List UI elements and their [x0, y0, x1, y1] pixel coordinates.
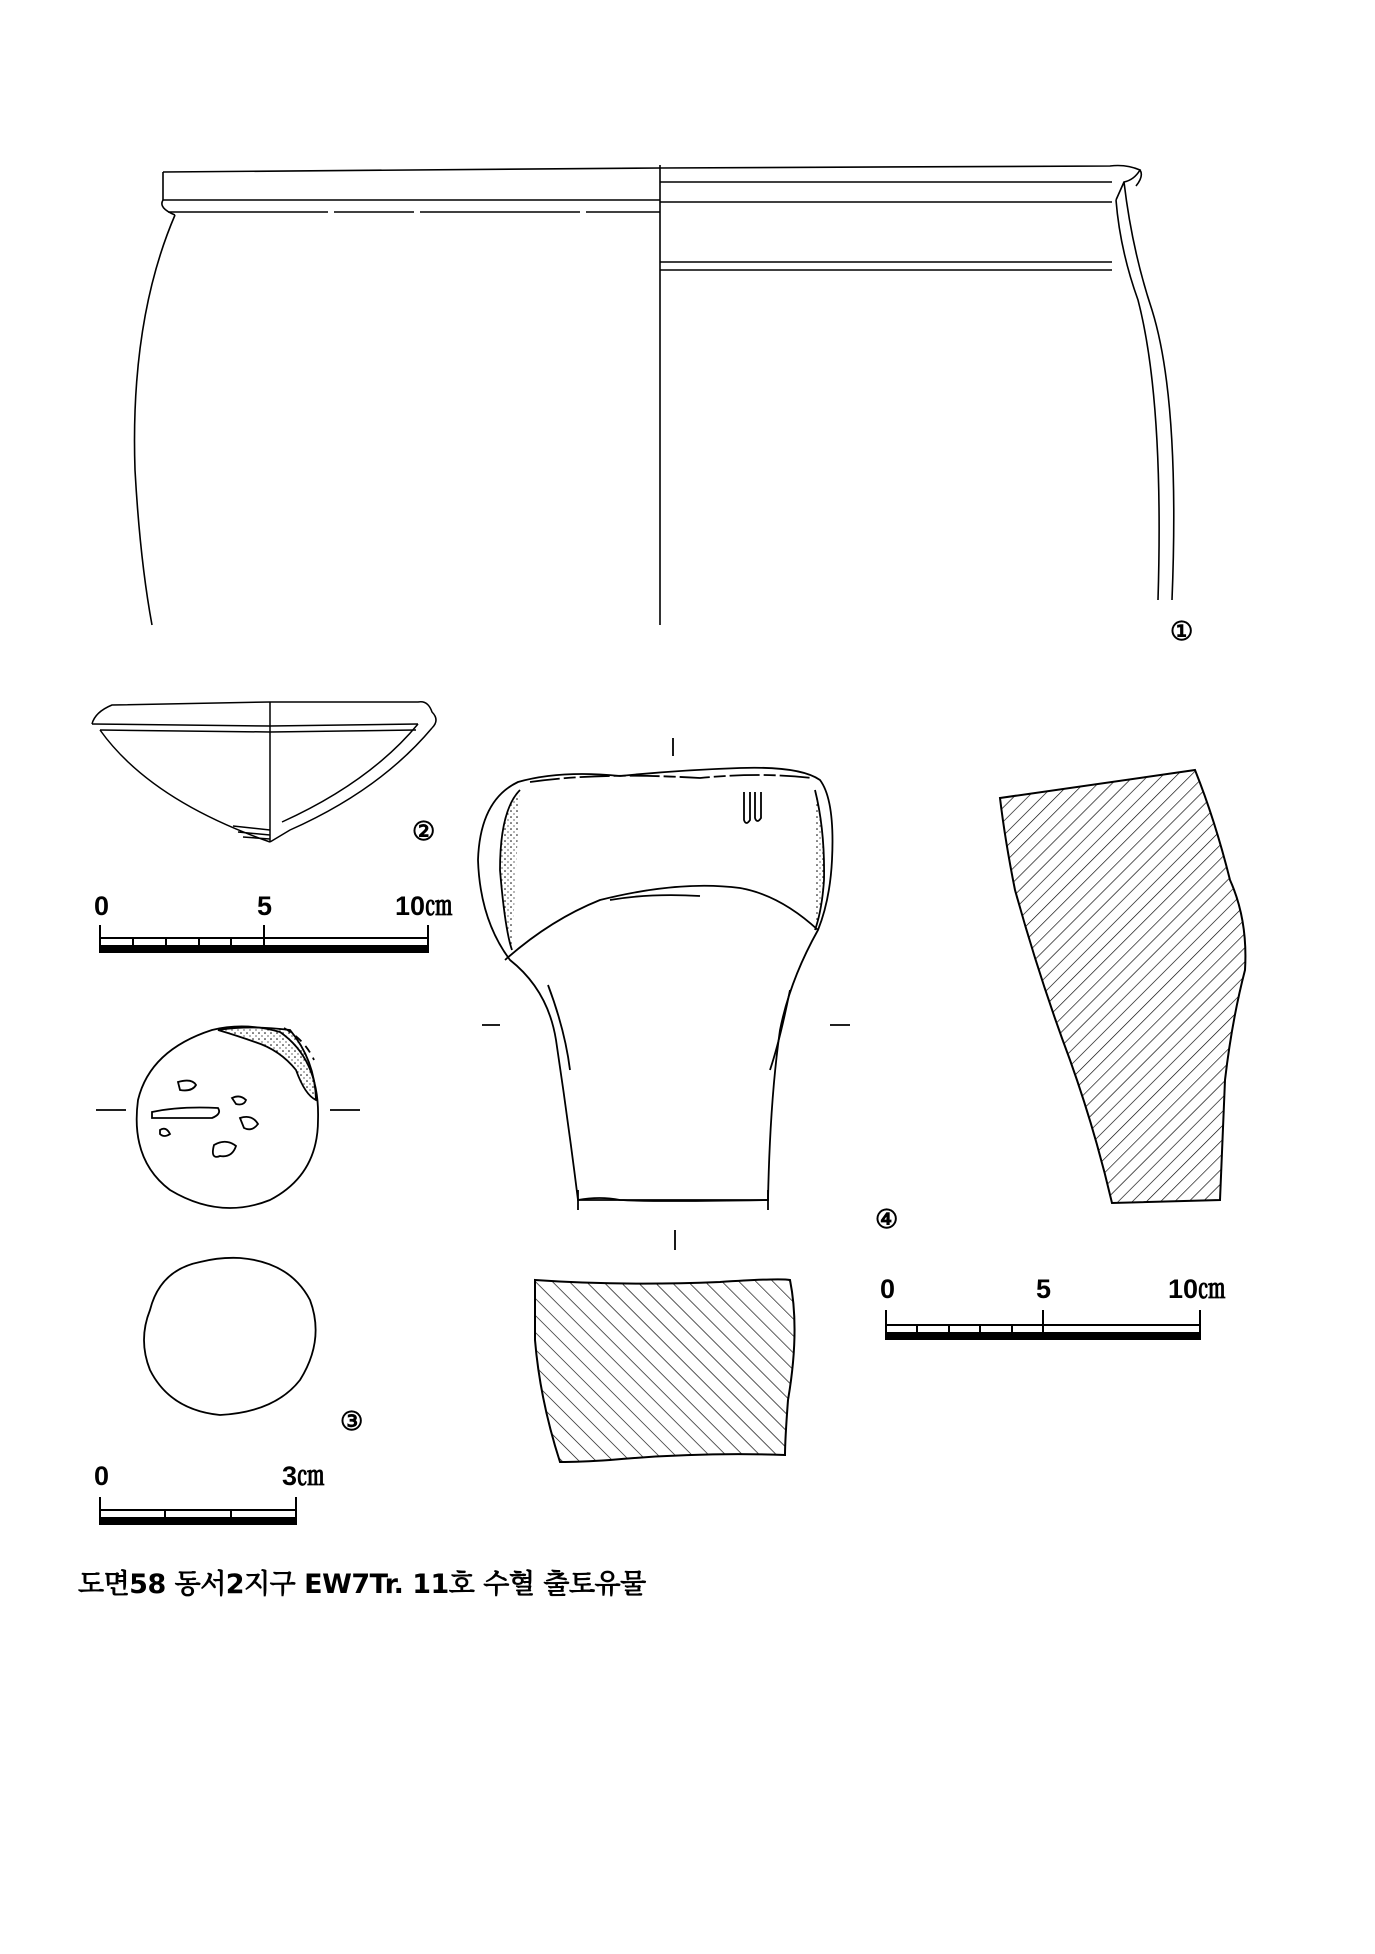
- scale-c-mid-label: 5: [1036, 1274, 1052, 1304]
- scale-c-start-label: 0: [880, 1274, 896, 1304]
- scale-a-end-label: 10㎝: [395, 891, 453, 921]
- artifact-2-number: ②: [412, 816, 436, 846]
- artifact-1-number: ①: [1170, 616, 1194, 646]
- artifact-3-disc-top-view: [96, 1026, 360, 1208]
- artifact-4-number: ④: [875, 1204, 899, 1234]
- artifact-4-section-view: [1000, 770, 1245, 1203]
- artifact-4-front-view: [478, 738, 850, 1250]
- scale-bar-10cm-left: [100, 925, 428, 952]
- scale-a-start-label: 0: [94, 891, 110, 921]
- scale-b-start-label: 0: [94, 1461, 110, 1491]
- scale-c-end-label: 10㎝: [1168, 1274, 1226, 1304]
- scale-bar-10cm-right: [886, 1310, 1200, 1339]
- artifact-3-number: ③: [340, 1406, 364, 1436]
- scale-bar-3cm: [100, 1497, 296, 1524]
- artifact-4-bottom-section: [535, 1279, 795, 1462]
- scale-a-mid-label: 5: [257, 891, 273, 921]
- artifact-3-disc-side-view: [144, 1258, 316, 1415]
- artifact-2-bowl-drawing: [92, 702, 436, 842]
- figure-caption: 도면58 동서2지구 EW7Tr. 11호 수혈 출토유물: [78, 1569, 646, 1600]
- scale-b-end-label: 3㎝: [282, 1461, 325, 1491]
- artifact-1-jar-drawing: [135, 165, 1174, 625]
